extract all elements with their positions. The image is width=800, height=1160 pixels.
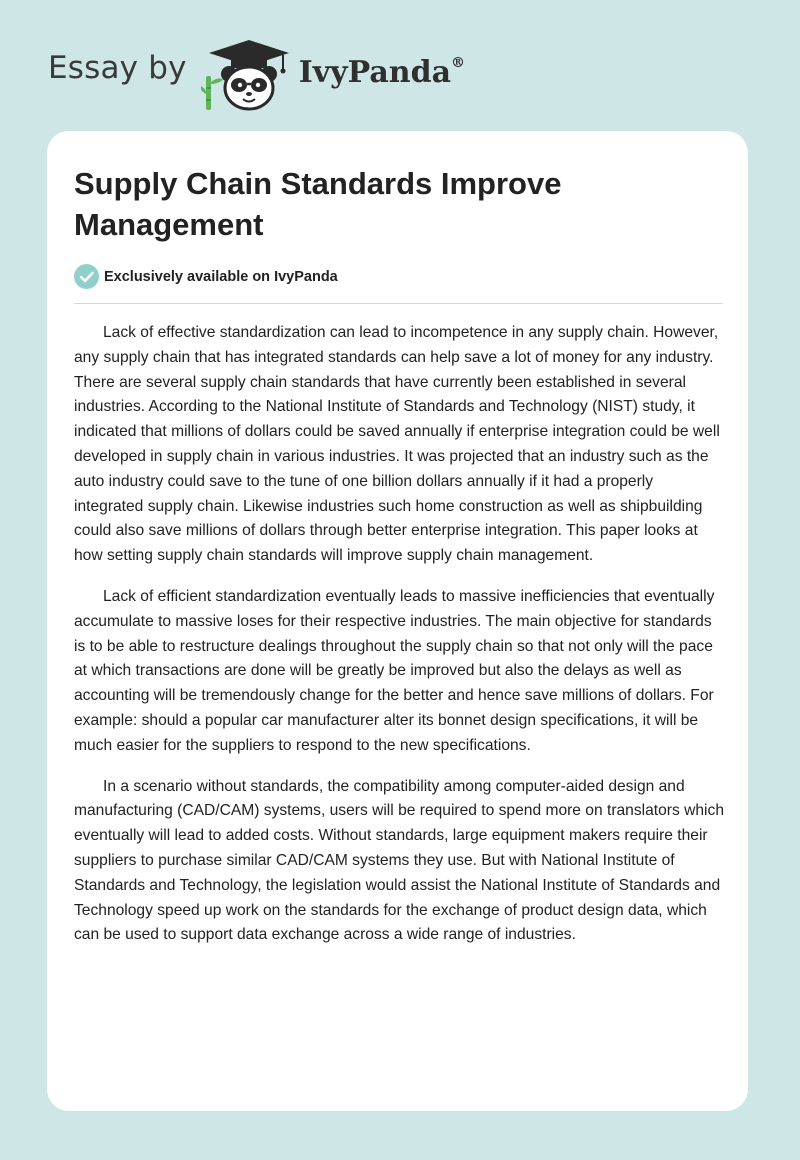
brand-prefix: Essay by [48, 50, 187, 86]
brand-header [48, 34, 465, 114]
paragraph-1: Lack of effective standardization can lead to incompetence in any supply chain. However, any supply chain that has integrated standards can help save a lot of money for any industry. There are several supply chain standards that have currently been established in several industries. According to the National Institute of Standards and Technology (NIST) study, it indicated that millions of dollars could be saved annually if enterprise integration could be well developed in supply chain in various industries. It was projected that an industry such as the auto industry could save to the tune of one billion dollars annually if it had a properly integrated supply chain. Likewise industries such home construction as well as shipbuilding could also save millions of dollars through better enterprise integration. This paper looks at how setting supply chain standards will improve supply chain management. [74, 324, 720, 565]
brand-name-text: IvyPanda [298, 54, 452, 90]
check-circle-icon [74, 264, 99, 289]
exclusive-badge-text: Exclusively available on IvyPanda [104, 268, 338, 285]
registered-mark: ® [451, 54, 466, 71]
paragraph-3: In a scenario without standards, the compatibility among computer-aided design and manufacturing (CAD/CAM) systems, users will be required to spend more on translators which eventually will lead to added costs. Without standards, large equipment makers require their suppliers to purchase similar CAD/CAM systems they use. But with National Institute of Standards and Technology, the legislation would assist the National Institute of Standards and Technology speed up work on the standards for the exchange of product design data, which can be used to support data exchange across a wide range of industries. [74, 777, 724, 944]
panda-graduate-logo-icon[interactable] [201, 36, 297, 112]
essay-title: Supply Chain Standards Improve Management [74, 166, 562, 242]
exclusive-badge [74, 264, 338, 289]
paragraph-2: Lack of efficient standardization eventually leads to massive inefficiencies that eventually accumulate to massive loses for their respective industries. The main objective for standards is to be able to restructure dealings throughout the supply chain so that not only will the pace at which transactions are done will be greatly be improved but also the delays as well as accounting will be tremendously change for the better and hence save millions of dollars. For example: should a popular car manufacturer alter its bonnet design specifications, it will be much easier for the suppliers to respond to the new specifications. [74, 587, 715, 754]
essay-body [74, 321, 724, 964]
brand-name[interactable] [299, 55, 465, 90]
essay-card [47, 131, 748, 1111]
divider [74, 303, 723, 304]
